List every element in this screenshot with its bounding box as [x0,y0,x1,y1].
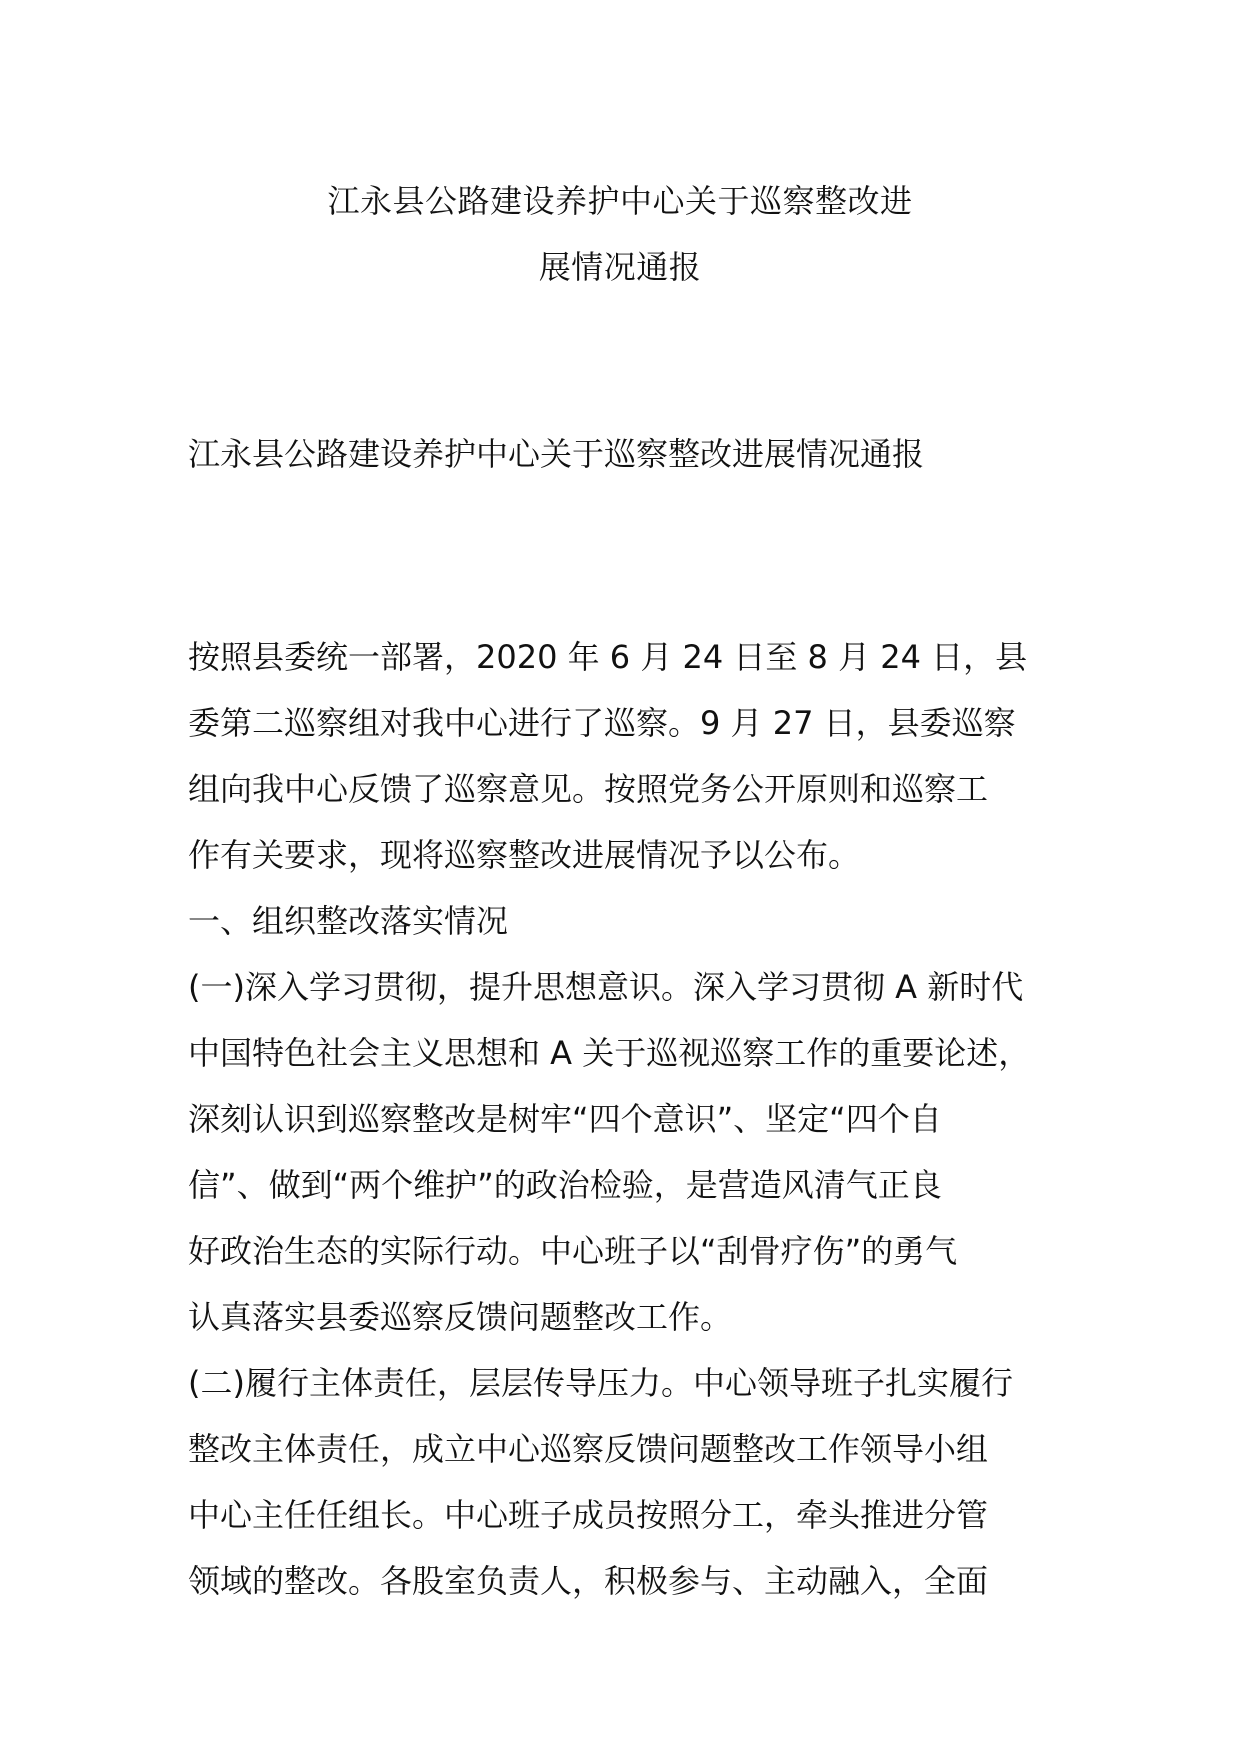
body-line: 按照县委统一部署，2020 年 6 月 24 日至 8 月 24 日，县 [188,638,1028,676]
body-line: 组向我中心反馈了巡察意见。按照党务公开原则和巡察工 [188,770,989,808]
document-body [188,624,1088,1614]
body-line: 中心主任任组长。中心班子成员按照分工，牵头推进分管 [188,1496,989,1534]
body-line: 好政治生态的实际行动。中心班子以“刮骨疗伤”的勇气 [188,1232,958,1270]
body-line: (二)履行主体责任，层层传导压力。中心领导班子扎实履行 [188,1364,1013,1402]
title-line-1: 江永县公路建设养护中心关于巡察整改进 [327,182,913,220]
body-line: 深刻认识到巡察整改是树牢“四个意识”、坚定“四个自 [188,1100,942,1138]
body-line: 整改主体责任，成立中心巡察反馈问题整改工作领导小组 [188,1430,989,1468]
body-line: 领域的整改。各股室负责人，积极参与、主动融入，全面 [188,1562,989,1600]
body-line: 作有关要求，现将巡察整改进展情况予以公布。 [188,836,861,874]
title-line-2: 展情况通报 [538,248,702,286]
body-line: 认真落实县委巡察反馈问题整改工作。 [188,1298,733,1336]
document-subtitle: 江永县公路建设养护中心关于巡察整改进展情况通报 [188,435,925,473]
body-line: 委第二巡察组对我中心进行了巡察。9 月 27 日，县委巡察 [188,704,1016,742]
body-line: 中国特色社会主义思想和 A 关于巡视巡察工作的重要论述， [188,1034,1031,1072]
document-title [150,168,1090,300]
section-heading: 一、组织整改落实情况 [188,902,509,940]
body-line: 信”、做到“两个维护”的政治检验，是营造风清气正良 [188,1166,942,1204]
body-line: (一)深入学习贯彻，提升思想意识。深入学习贯彻 A 新时代 [188,968,1024,1006]
